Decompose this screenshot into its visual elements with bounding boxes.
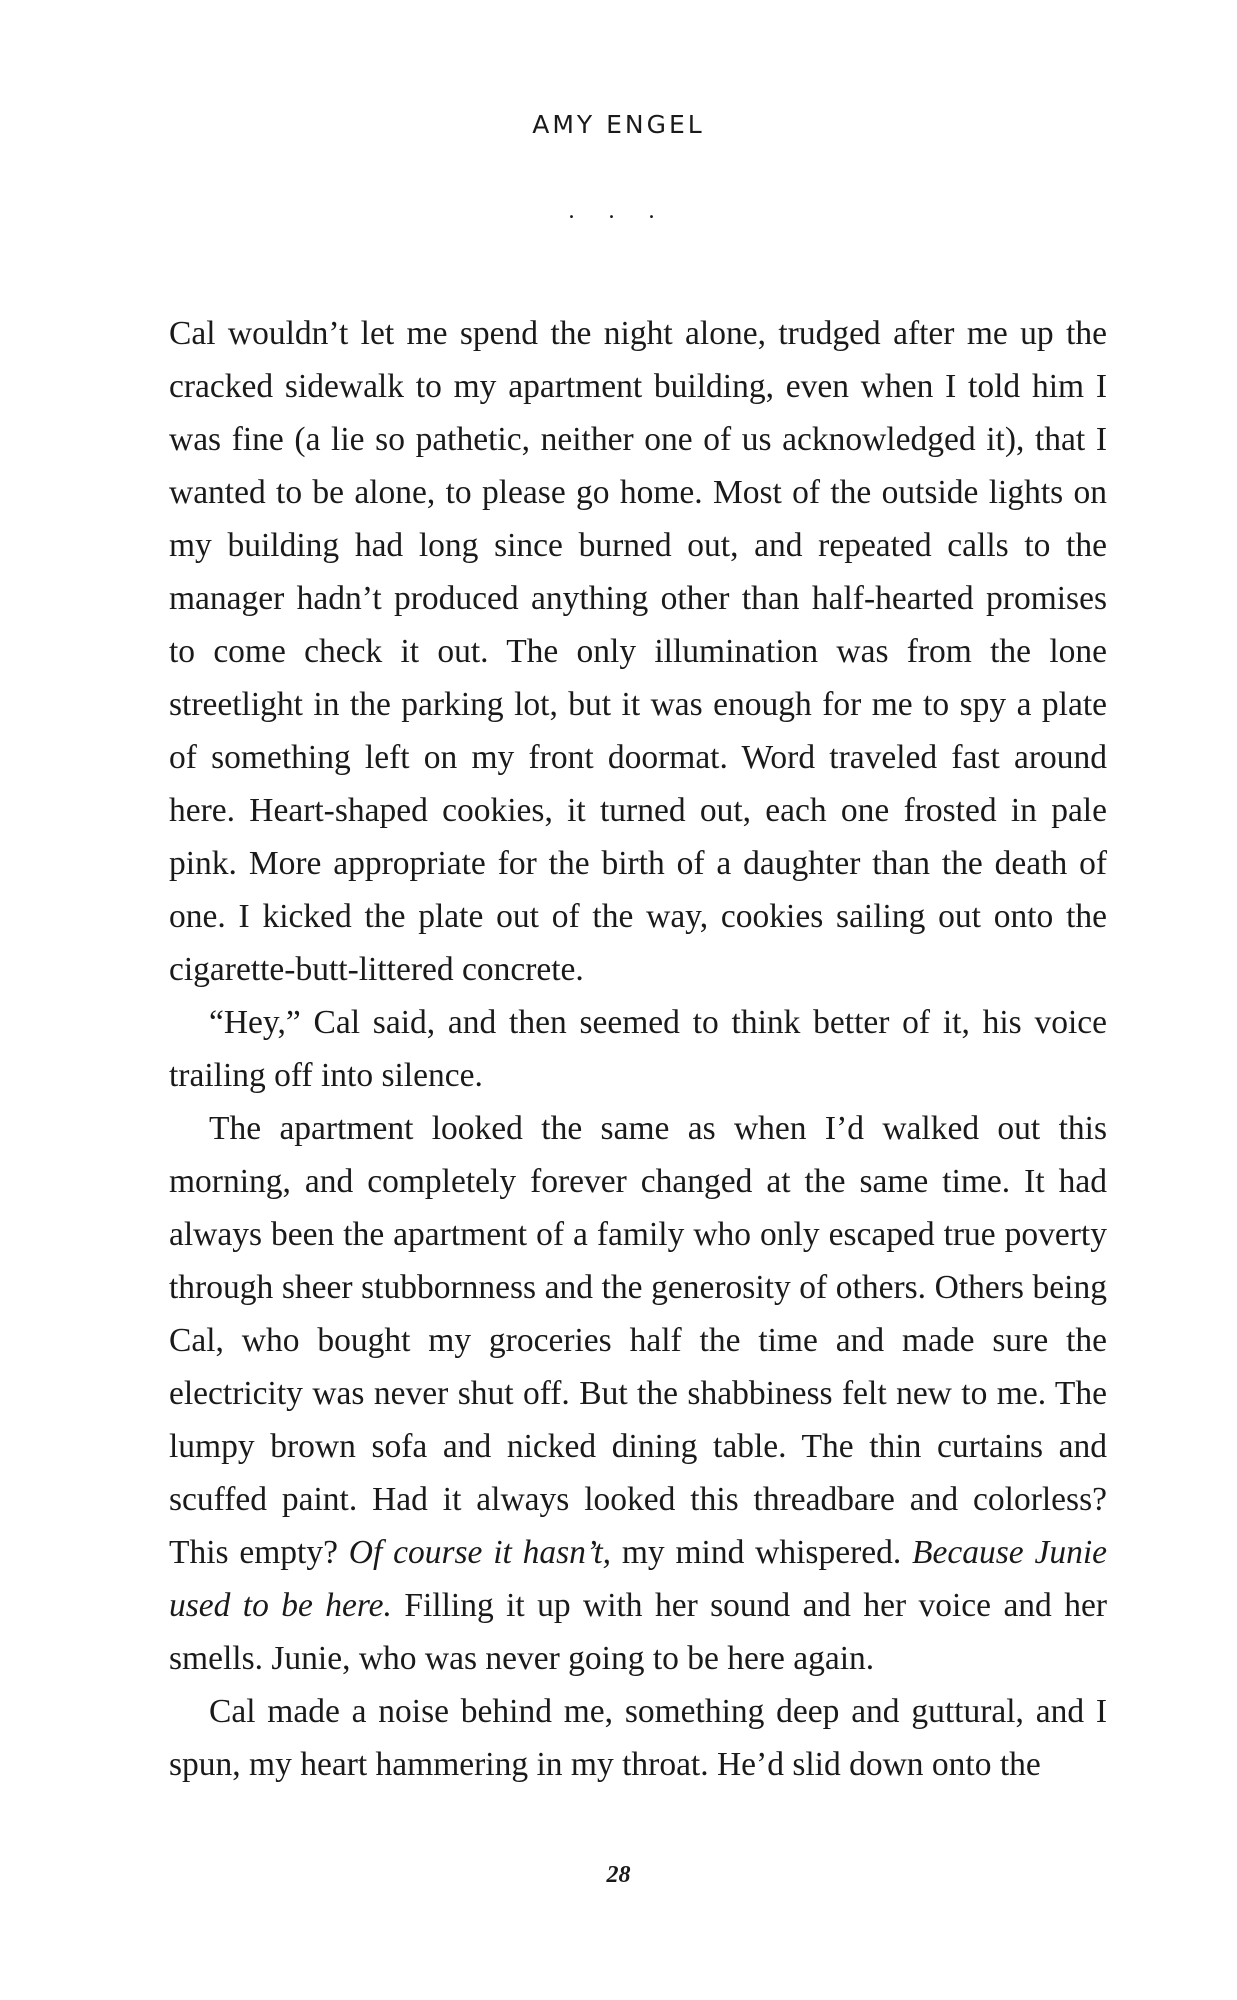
section-break-dots: . . . [568,198,669,224]
paragraph-3-part-1: The apartment looked the same as when I’d walked out this morning, and completely forever changed at the same time. It had always been the apartment of a family who only escaped true poverty through sheer stubbornness and the generosity of others. Others being Cal, who bought my groceries half the time and made sure the electricity was never shut off. But the shabbiness felt new to me. The lumpy brown sofa and nicked dining table. The thin curtains and scuffed paint. Had it always looked this threadbare and colorless? This empty? [169,1110,1107,1571]
running-head-author: AMY ENGEL [532,110,705,139]
paragraph-3-part-3: Filling it up with her sound and her voice and her smells. Junie, who was never going to be here again. [169,1587,1107,1677]
paragraph-3 [169,1102,1107,1685]
paragraph-3-italic-thought-2: Because Junie used to be here. [169,1534,1107,1624]
paragraph-3-italic-thought-1: Of course it hasn’t, [348,1534,612,1571]
paragraph-1: Cal wouldn’t let me spend the night alone, trudged after me up the cracked sidewalk to my apartment building, even when I told him I was fine (a lie so pathetic, neither one of us acknowledged it), that I wanted to be alone, to please go home. Most of the outside lights on my building had long since burned out, and repeated calls to the manager hadn’t produced anything other than half-hearted promises to come check it out. The only illumination was from the lone streetlight in the parking lot, but it was enough for me to spy a plate of something left on my front doormat. Word traveled fast around here. Heart-shaped cookies, it turned out, each one frosted in pale pink. More appropriate for the birth of a daughter than the death of one. I kicked the plate out of the way, cookies sailing out onto the cigarette-butt-littered concrete. [169,315,1107,988]
paragraph-3-part-2: my mind whispered. [611,1534,913,1571]
body-text [169,307,1107,1791]
paragraph-2: “Hey,” Cal said, and then seemed to think better of it, his voice trailing off into silence. [169,1004,1107,1094]
page-number: 28 [606,1862,631,1888]
paragraph-4: Cal made a noise behind me, something deep and guttural, and I spun, my heart hammering in my throat. He’d slid down onto the [169,1693,1107,1783]
